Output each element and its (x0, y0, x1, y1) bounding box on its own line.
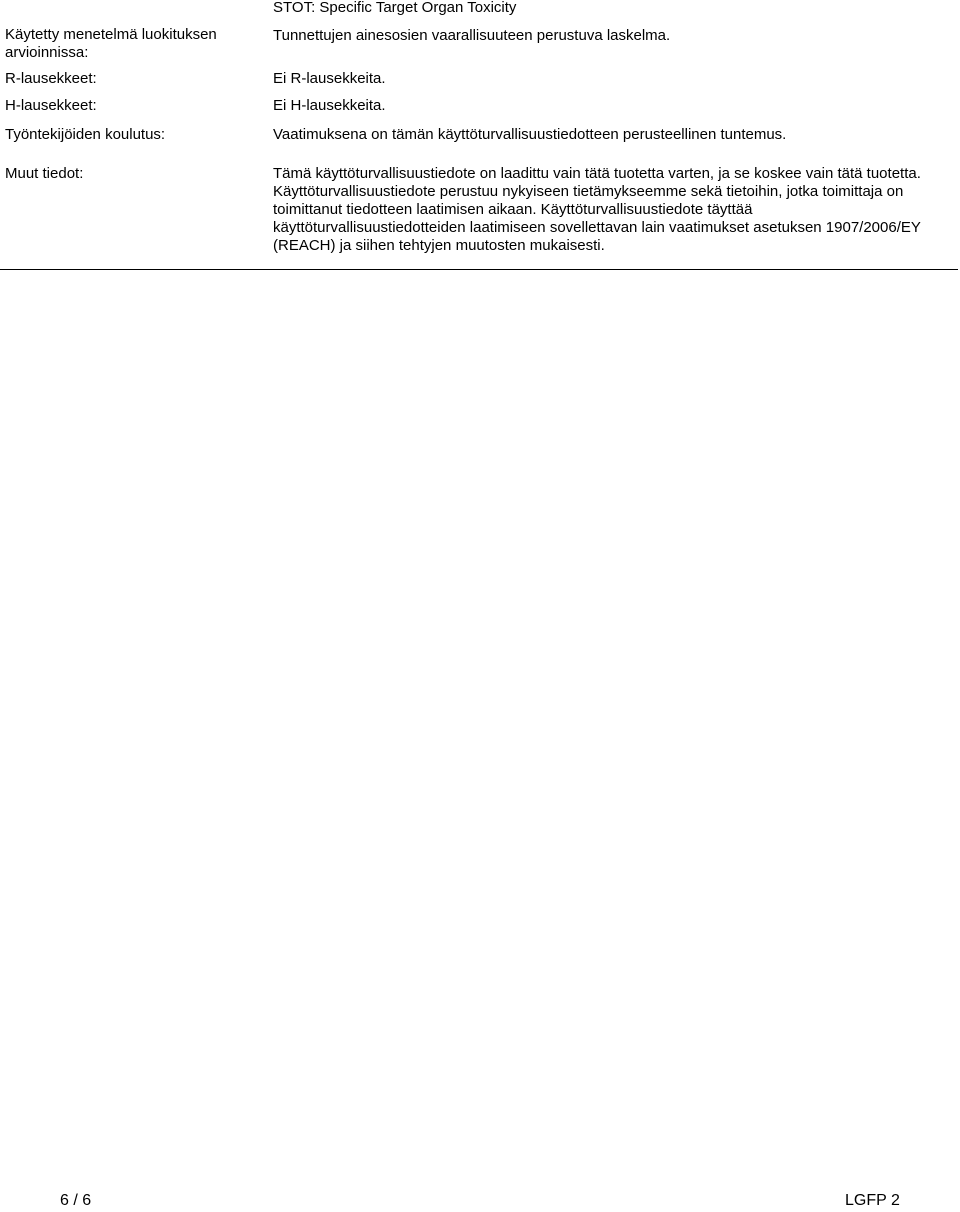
r-phrases-label: R-lausekkeet: (5, 70, 97, 87)
r-phrases-value: Ei R-lausekkeita. (273, 70, 386, 87)
h-phrases-value: Ei H-lausekkeita. (273, 97, 386, 114)
classification-method-value: Tunnettujen ainesosien vaarallisuuteen perustuva laskelma. (273, 27, 671, 44)
document-code: LGFP 2 (845, 1192, 900, 1209)
classification-method-label: Käytetty menetelmä luokituksen arvioinnissa: (5, 26, 217, 61)
section-divider (0, 269, 958, 270)
worker-training-value: Vaatimuksena on tämän käyttöturvallisuustiedotteen perusteellinen tuntemus. (273, 126, 787, 143)
h-phrases-label: H-lausekkeet: (5, 97, 97, 114)
stot-definition-line: STOT: Specific Target Organ Toxicity (273, 0, 517, 16)
worker-training-label: Työntekijöiden koulutus: (5, 126, 166, 143)
page-number: 6 / 6 (60, 1192, 92, 1209)
other-info-label: Muut tiedot: (5, 165, 84, 182)
other-info-value: Tämä käyttöturvallisuustiedote on laadittu vain tätä tuotetta varten, ja se koskee vain tätä tuotetta. Käyttöturvallisuustiedote perustuu nykyiseen tietämykseemme sekä tietoihin, jotka toimittaja on toimittanut tiedotteen laatimisen aikaan. Käyttöturvallisuustiedote täyttää käyttöturvallisuustiedotteiden laatimiseen sovellettavan lain vaatimukset asetuksen 1907/2006/EY (REACH) ja siihen tehtyjen muutosten mukaisesti. (273, 165, 921, 254)
